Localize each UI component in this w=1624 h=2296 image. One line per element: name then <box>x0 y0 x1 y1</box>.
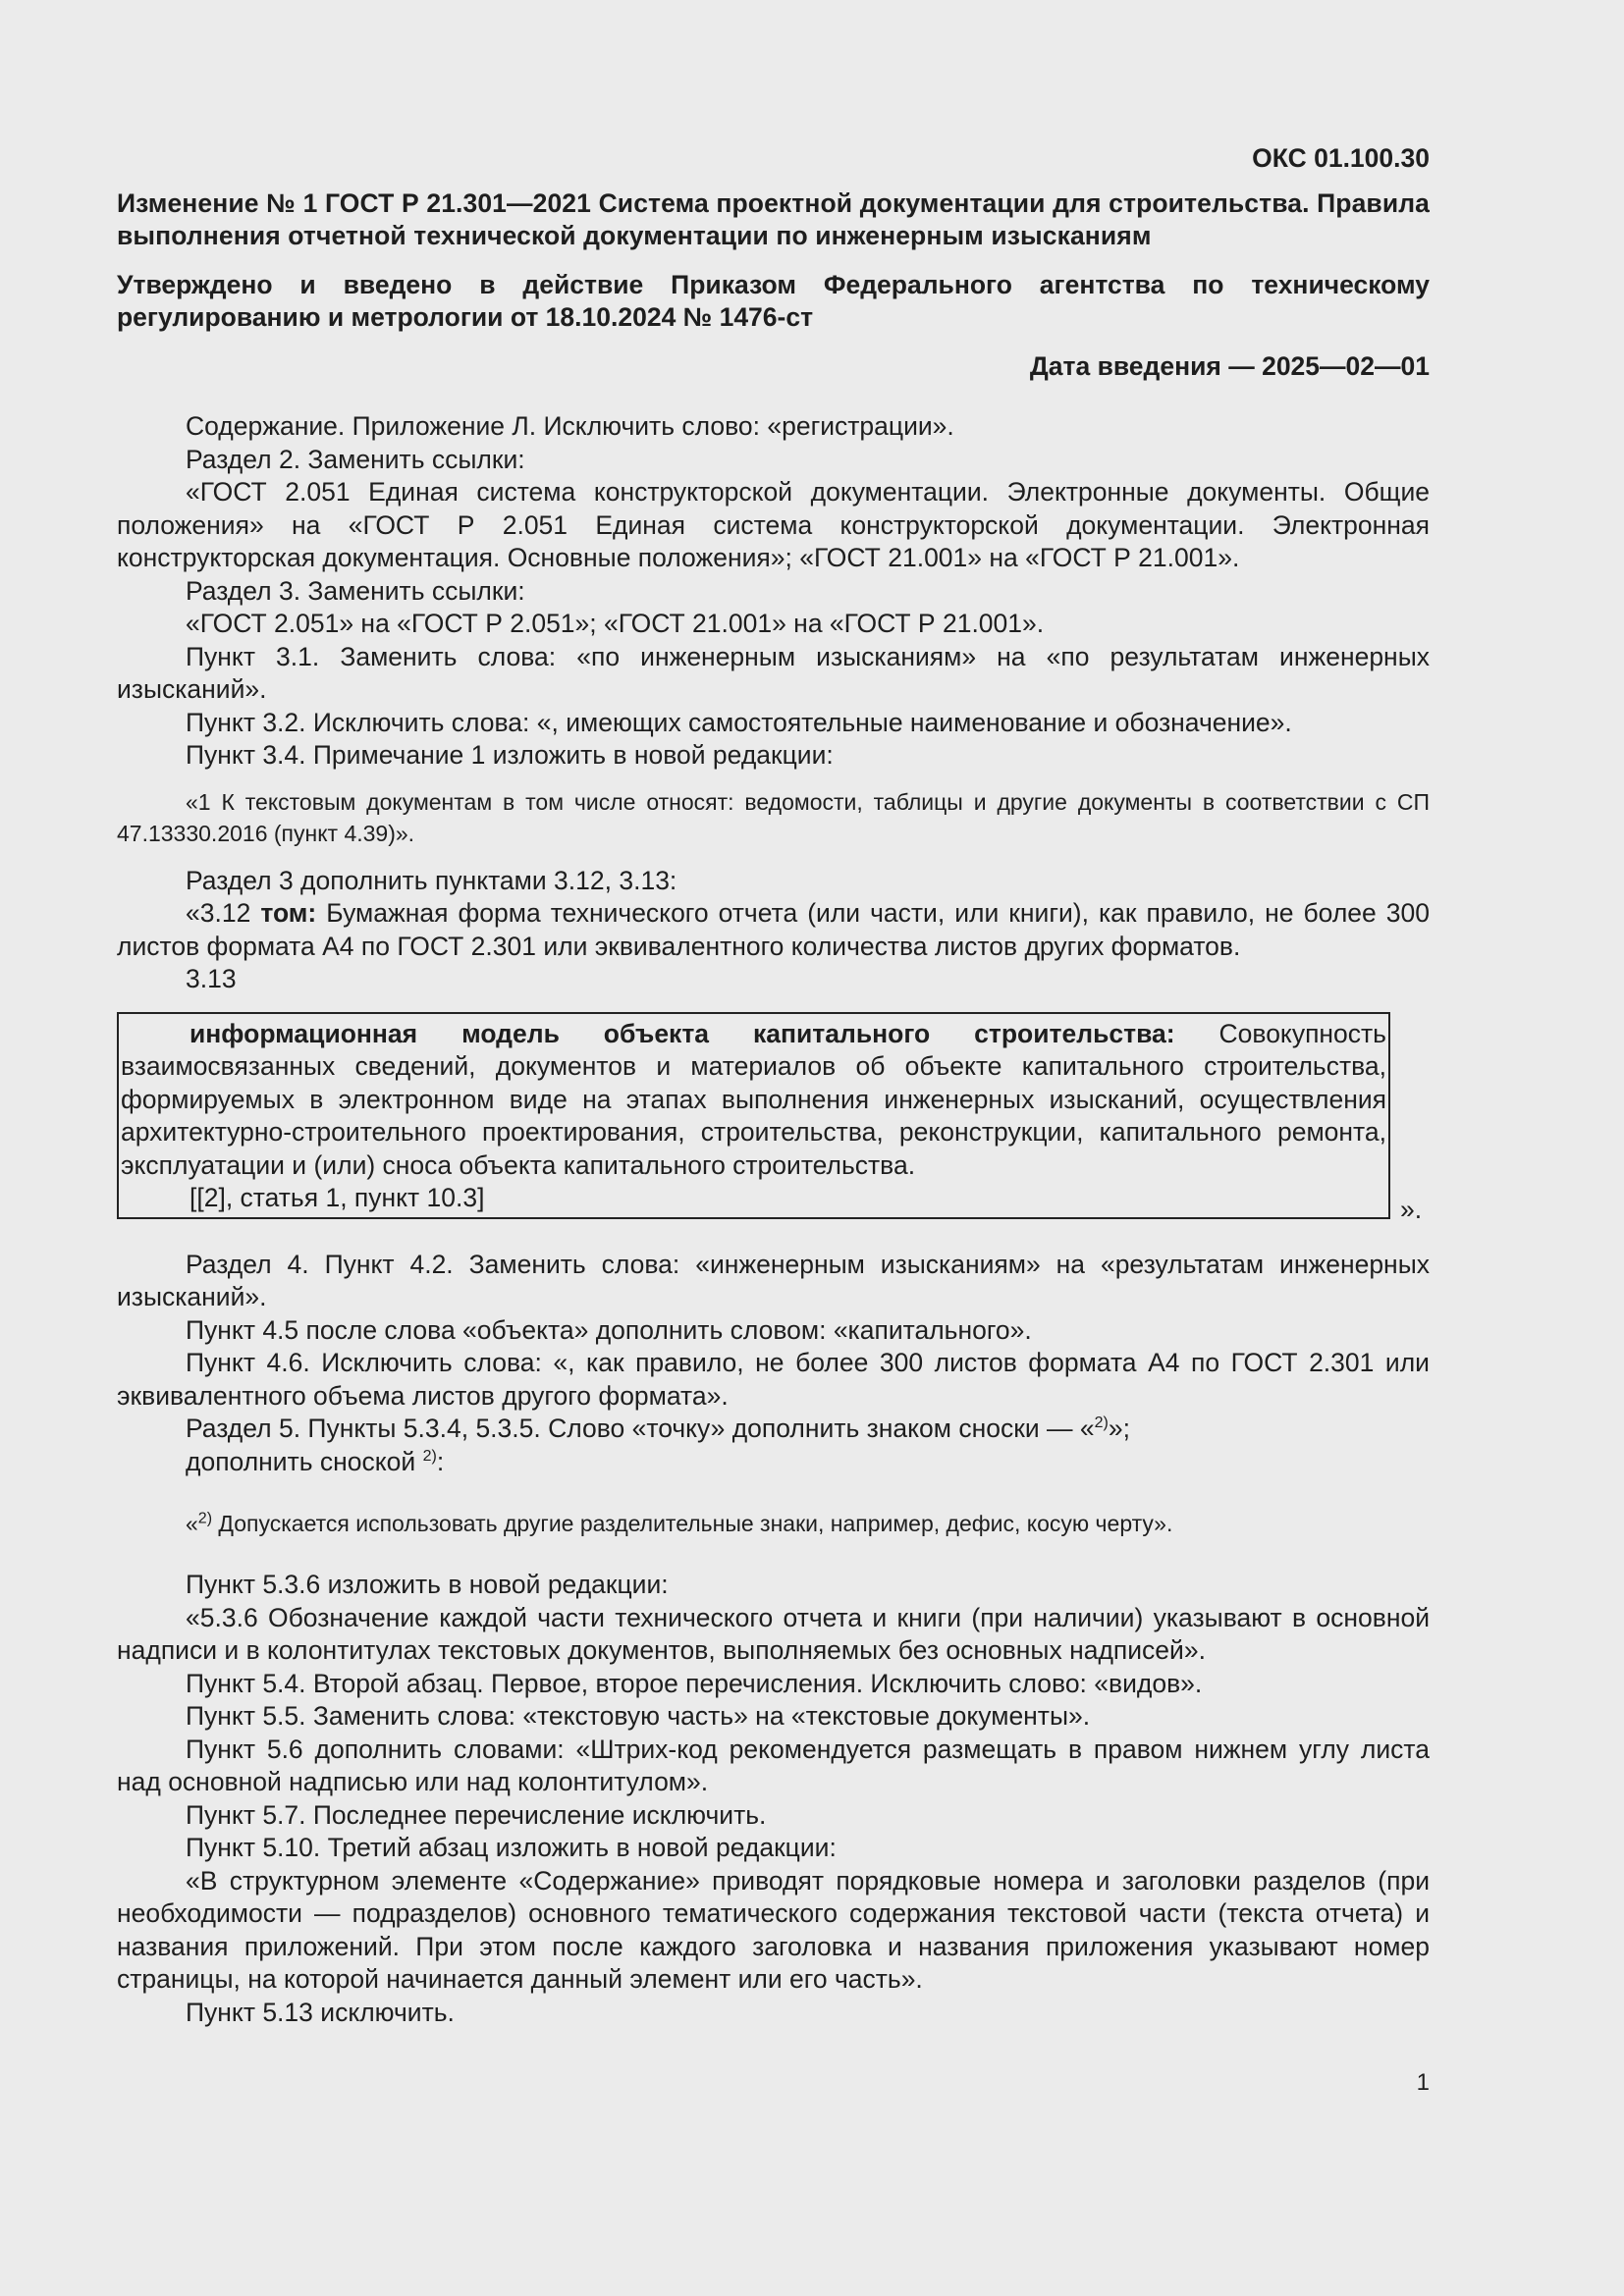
box-term: информационная модель объекта капитального строительства: <box>189 1018 1175 1048</box>
definition-box <box>117 1012 1390 1219</box>
paragraph: Пункт 5.3.6 изложить в новой редакции: <box>186 1570 669 1599</box>
effective-date: Дата введения — 2025—02—01 <box>1029 350 1430 381</box>
text-run: Раздел 5. Пункты 5.3.4, 5.3.5. Слово «точку» дополнить знаком сноски — « <box>186 1414 1095 1443</box>
box-term-definition: Совокупность взаимосвязанных сведений, документов и материалов об объекте капитального строительства, формируемых в электронном виде на этапах выполнения инженерных изысканий, осуществления архитектурно-строительного проектирования, строительства, реконструкции, капитального ремонта, эксплуатации и (или) сноса объекта капитального строительства. <box>121 1018 1386 1180</box>
footnote-mark: 2) <box>422 1447 437 1465</box>
definition-box-row <box>117 1012 1430 1224</box>
paragraph: 3.13 <box>186 964 237 993</box>
footnote-mark: 2) <box>197 1510 213 1527</box>
paragraph <box>117 897 1430 963</box>
paragraph: Раздел 4. Пункт 4.2. Заменить слова: «инженерным изысканиям» на «результатам инженерных изысканий». <box>117 1249 1430 1311</box>
box-reference: [[2], статья 1, пункт 10.3] <box>189 1183 485 1212</box>
paragraph: «5.3.6 Обозначение каждой части технического отчета и книги (при наличии) указывают в основной надписи и в колонтитулах текстовых документов, выполняемых без основных надписей». <box>117 1602 1430 1665</box>
paragraph: Пункт 5.10. Третий абзац изложить в новой редакции: <box>186 1833 837 1862</box>
paragraph: Пункт 3.4. Примечание 1 изложить в новой редакции: <box>186 740 834 770</box>
page-number: 1 <box>1416 2069 1430 2096</box>
paragraph: Пункт 4.6. Исключить слова: «, как правило, не более 300 листов формата А4 по ГОСТ 2.301 или эквивалентного объема листов другого формата». <box>117 1348 1430 1411</box>
text-run: « <box>186 1511 198 1536</box>
paragraph: Раздел 3. Заменить ссылки: <box>186 575 525 606</box>
paragraph: Пункт 5.13 исключить. <box>186 1997 455 2027</box>
footnote-text <box>117 1508 1430 1539</box>
text-run: : <box>436 1446 445 1476</box>
paragraph: Пункт 5.5. Заменить слова: «текстовую часть» на «текстовые документы». <box>186 1701 1091 1731</box>
text-run: дополнить сноской <box>186 1446 423 1476</box>
document-title: Изменение № 1 ГОСТ Р 21.301—2021 Система проектной документации для строительства. Правила выполнения отчетной технической документации по инженерным изысканиям <box>117 187 1430 250</box>
term-number: «3.12 <box>186 898 261 928</box>
document-content <box>117 142 1430 2029</box>
paragraph: «ГОСТ 2.051 Единая система конструкторской документации. Электронные документы. Общие положения» на «ГОСТ Р 2.051 Единая система конструкторской документации. Электронная конструкторская документация. Основные положения»; «ГОСТ 21.001» на «ГОСТ Р 21.001». <box>117 477 1430 572</box>
paragraph: Пункт 3.1. Заменить слова: «по инженерным изысканиям» на «по результатам инженерных изысканий». <box>117 641 1430 704</box>
paragraph: «ГОСТ 2.051» на «ГОСТ Р 2.051»; «ГОСТ 21.001» на «ГОСТ Р 21.001». <box>186 609 1045 638</box>
paragraph: Пункт 3.2. Исключить слова: «, имеющих самостоятельные наименование и обозначение». <box>186 707 1292 737</box>
paragraph: Раздел 3 дополнить пунктами 3.12, 3.13: <box>186 865 677 895</box>
paragraph <box>117 1413 1430 1446</box>
approval-statement: Утверждено и введено в действие Приказом Федерального агентства по техническому регулированию и метрологии от 18.10.2024 № 1476-ст <box>117 269 1430 332</box>
paragraph: Пункт 5.4. Второй абзац. Первое, второе перечисления. Исключить слово: «видов». <box>186 1668 1203 1698</box>
text-run: »; <box>1108 1414 1130 1443</box>
paragraph <box>117 1446 1430 1479</box>
note-paragraph: «1 К текстовым документам в том числе относят: ведомости, таблицы и другие документы в соответствии с СП 47.13330.2016 (пункт 4.39)». <box>117 788 1430 846</box>
text-run: Допускается использовать другие разделительные знаки, например, дефис, косую черту». <box>212 1511 1173 1536</box>
box-closing-quote: ». <box>1400 1195 1423 1224</box>
paragraph: Пункт 4.5 после слова «объекта» дополнить словом: «капитального». <box>186 1314 1032 1345</box>
paragraph: «В структурном элементе «Содержание» приводят порядковые номера и заголовки разделов (при необходимости — подразделов) основного тематического содержания текстовой части (текста отчета) и названия приложений. При этом после каждого заголовка и названия приложения указывают номер страницы, на которой начинается данный элемент или его часть». <box>117 1865 1430 1994</box>
paragraph: Содержание. Приложение Л. Исключить слово: «регистрации». <box>186 411 954 441</box>
term: том: <box>260 898 317 928</box>
oks-code: ОКС 01.100.30 <box>1252 143 1430 173</box>
paragraph: Пункт 5.6 дополнить словами: «Штрих-код рекомендуется размещать в правом нижнем углу листа над основной надписью или над колонтитулом». <box>117 1734 1430 1796</box>
footnote-mark: 2) <box>1094 1415 1109 1432</box>
box-definition <box>121 1018 1386 1183</box>
term-definition: Бумажная форма технического отчета (или части, или книги), как правило, не более 300 листов формата А4 по ГОСТ 2.301 или эквивалентного количества листов других форматов. <box>117 898 1430 961</box>
paragraph: Пункт 5.7. Последнее перечисление исключить. <box>186 1799 767 1830</box>
paragraph: Раздел 2. Заменить ссылки: <box>186 444 525 474</box>
